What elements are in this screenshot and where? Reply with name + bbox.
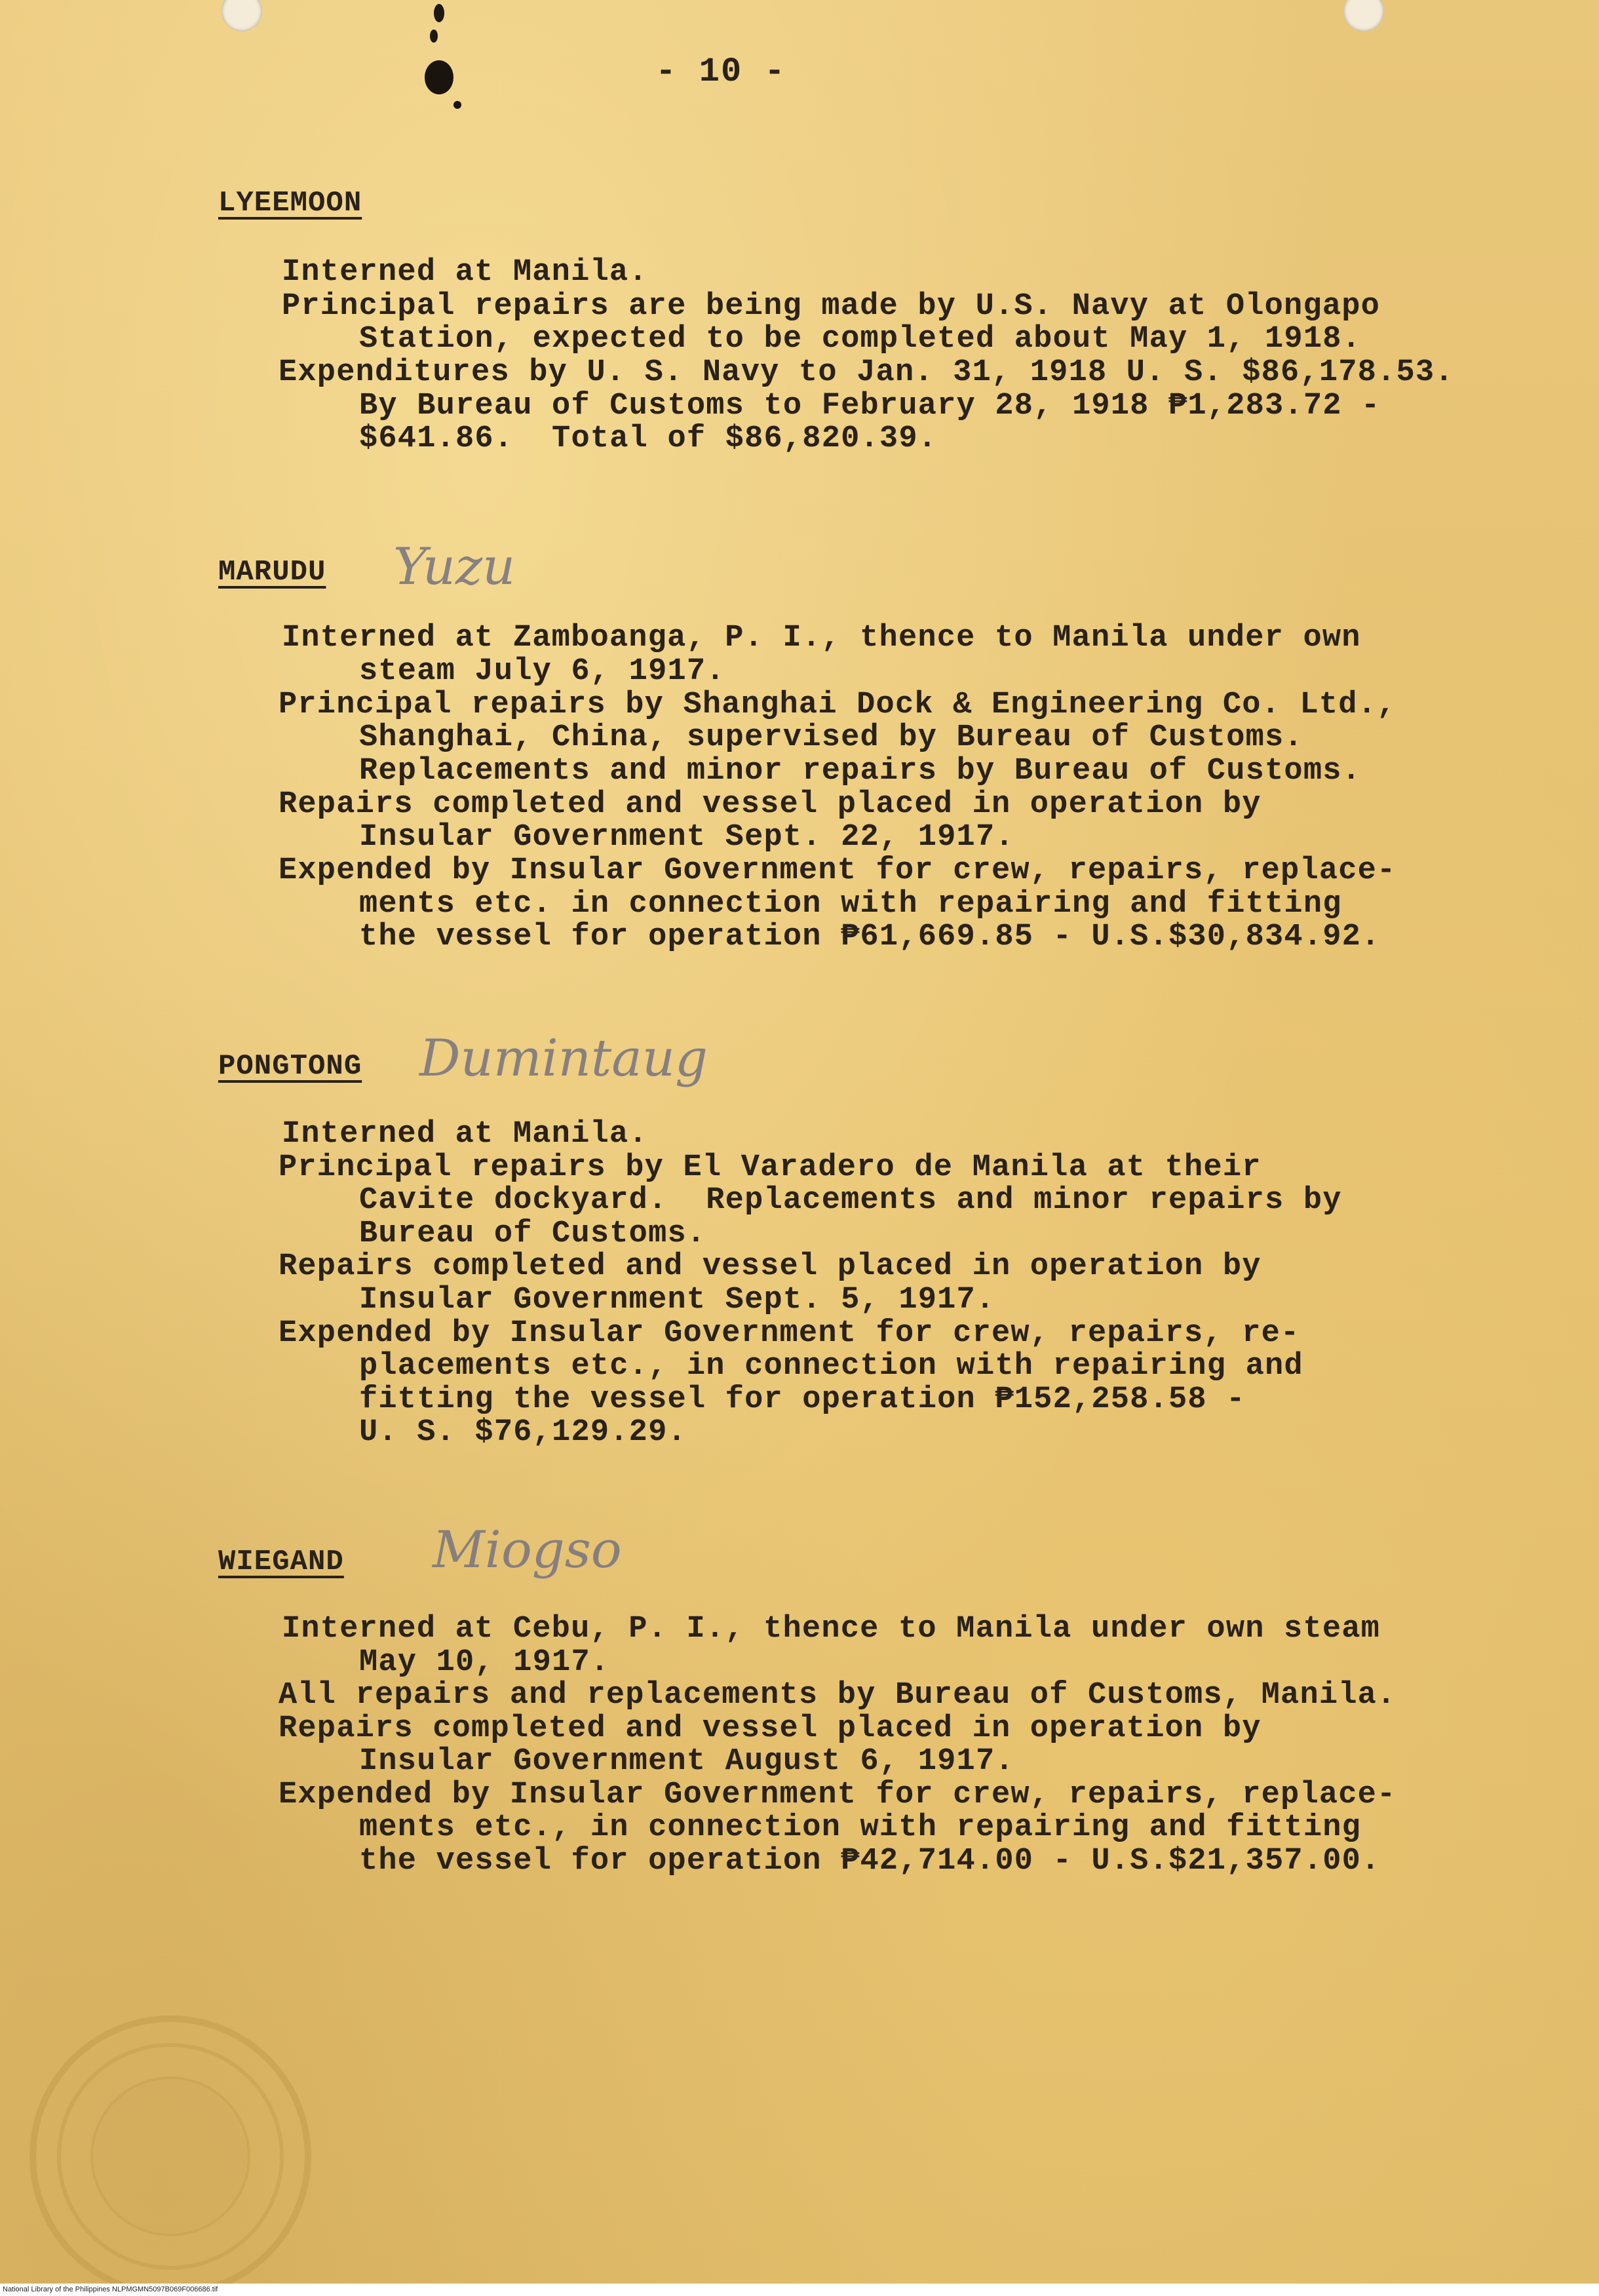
section-line: $641.86. Total of $86,820.39.: [359, 421, 938, 456]
section-line: U. S. $76,129.29.: [359, 1415, 687, 1450]
section-line: Interned at Cebu, P. I., thence to Manila under own steam: [282, 1612, 1381, 1646]
punch-hole-left: [222, 0, 262, 31]
section-line: Principal repairs by Shanghai Dock & Engineering Co. Ltd.,: [279, 688, 1397, 722]
ink-blot-mark: [419, 0, 465, 111]
section-line: Principal repairs are being made by U.S. Navy at Olongapo: [282, 289, 1381, 324]
section-line: steam July 6, 1917.: [359, 654, 725, 689]
section-line: All repairs and replacements by Bureau of Customs, Manila.: [279, 1678, 1397, 1713]
section-line: Repairs completed and vessel placed in operation by: [279, 787, 1262, 822]
handwritten-note-wiegand: Miogso: [433, 1521, 622, 1580]
section-line: Expenditures by U. S. Navy to Jan. 31, 1918 U. S. $86,178.53.: [279, 355, 1454, 390]
handwritten-note-marudu: Yuzu: [393, 537, 516, 596]
section-line: Expended by Insular Government for crew, repairs, re-: [279, 1316, 1300, 1351]
section-line: Expended by Insular Government for crew, repairs, replace-: [279, 1778, 1397, 1812]
section-title-marudu: MARUDU: [218, 556, 326, 589]
section-line: Insular Government Sept. 22, 1917.: [359, 820, 1014, 855]
section-line: fitting the vessel for operation ₱152,258.58 -: [359, 1382, 1246, 1417]
embossed-seal-mark: [13, 1999, 328, 2287]
section-line: Repairs completed and vessel placed in operation by: [279, 1249, 1262, 1284]
section-line: Interned at Manila.: [282, 255, 648, 290]
section-line: Interned at Zamboanga, P. I., thence to Manila under own: [282, 621, 1361, 655]
section-line: ments etc. in connection with repairing and fitting: [359, 887, 1342, 922]
section-line: ments etc., in connection with repairing and fitting: [359, 1810, 1362, 1845]
section-line: Shanghai, China, supervised by Bureau of Customs.: [359, 720, 1303, 755]
section-line: the vessel for operation ₱61,669.85 - U.S.$30,834.92.: [359, 920, 1381, 954]
section-line: Repairs completed and vessel placed in operation by: [279, 1711, 1262, 1746]
handwritten-note-pongtong: Dumintaug: [419, 1029, 708, 1088]
section-line: By Bureau of Customs to February 28, 1918 ₱1,283.72 -: [359, 389, 1381, 423]
section-line: Expended by Insular Government for crew, repairs, replace-: [279, 853, 1397, 888]
section-line: Replacements and minor repairs by Bureau of Customs.: [359, 754, 1362, 788]
section-title-lyeemoon: LYEEMOON: [218, 187, 362, 220]
section-line: Cavite dockyard. Replacements and minor repairs by: [359, 1183, 1342, 1218]
section-line: Bureau of Customs.: [359, 1216, 706, 1251]
section-line: the vessel for operation ₱42,714.00 - U.S.$21,357.00.: [359, 1844, 1381, 1878]
section-line: Interned at Manila.: [282, 1117, 648, 1152]
archive-footer: National Library of the Philippines NLPMGMN5097B069F006686.tif: [0, 2284, 1599, 2296]
page-number: - 10 -: [655, 52, 786, 91]
section-line: Insular Government August 6, 1917.: [359, 1744, 1014, 1779]
section-line: placements etc., in connection with repairing and: [359, 1349, 1303, 1384]
section-line: Principal repairs by El Varadero de Manila at their: [279, 1150, 1262, 1185]
section-title-pongtong: PONGTONG: [218, 1050, 362, 1083]
section-line: May 10, 1917.: [359, 1645, 610, 1680]
section-title-wiegand: WIEGAND: [218, 1546, 344, 1578]
punch-hole-right: [1343, 0, 1384, 31]
section-line: Insular Government Sept. 5, 1917.: [359, 1283, 995, 1317]
section-line: Station, expected to be completed about May 1, 1918.: [359, 322, 1362, 357]
